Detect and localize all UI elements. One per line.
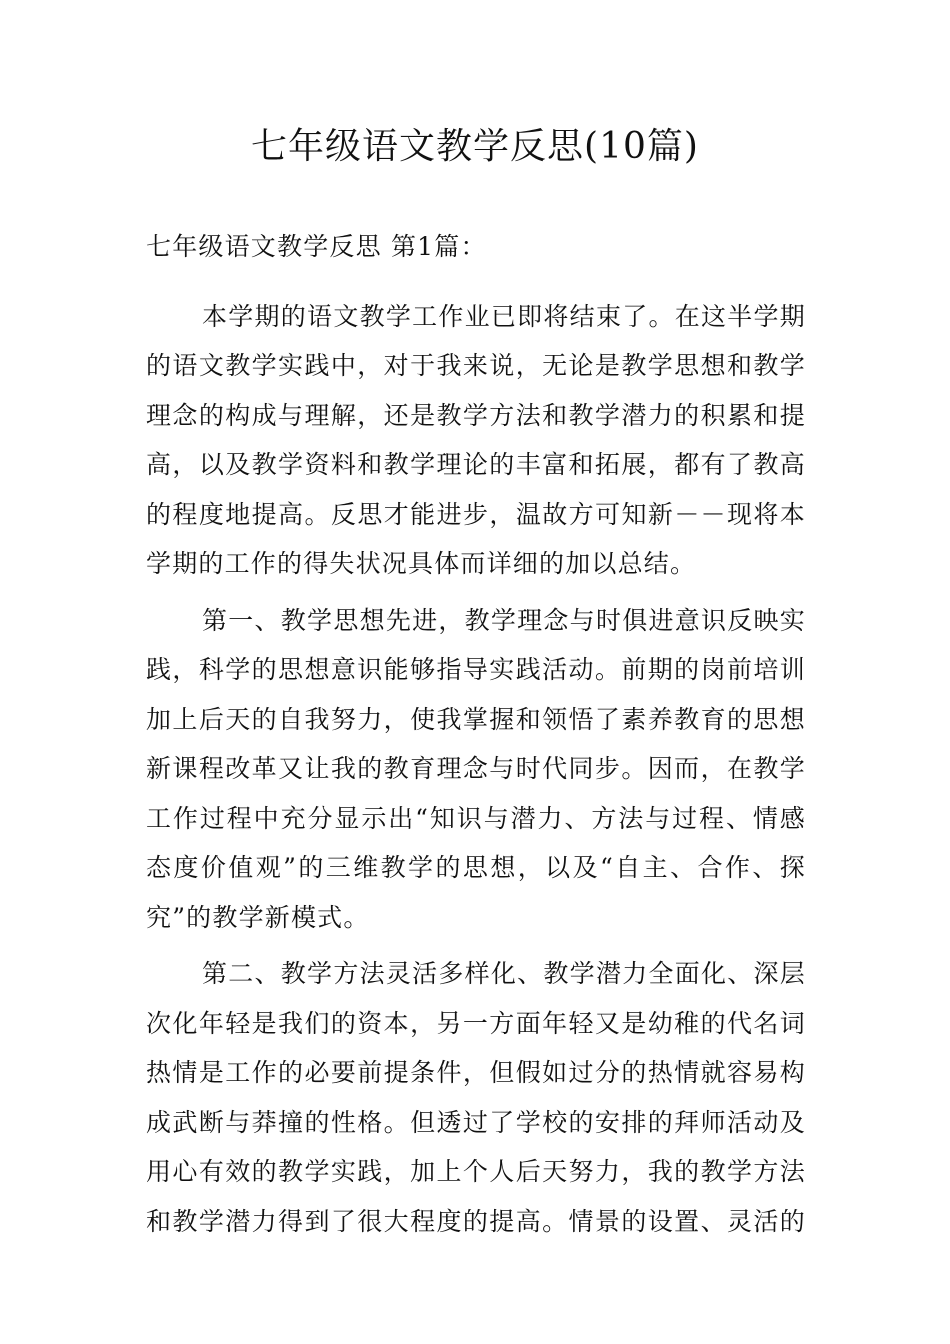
- paragraph-line: 次化年轻是我们的资本，另一方面年轻又是幼稚的代名词: [146, 1008, 806, 1038]
- section-heading: 七年级语文教学反思 第1篇：: [146, 232, 487, 261]
- paragraph-line: 的程度地提高。反思才能进步，温故方可知新－－现将本: [146, 499, 806, 529]
- paragraph-line: 理念的构成与理解，还是教学方法和教学潜力的积累和提: [146, 400, 806, 430]
- paragraph-line: 成武断与莽撞的性格。但透过了学校的安排的拜师活动及: [146, 1107, 806, 1137]
- paragraph-line: 践，科学的思想意识能够指导实践活动。前期的岗前培训: [146, 655, 806, 684]
- paragraph-line: 态度价值观”的三维教学的思想，以及“自主、合作、探: [146, 853, 806, 882]
- document-title: 七年级语文教学反思(10篇): [251, 126, 699, 167]
- paragraph-gap: [146, 589, 806, 596]
- paragraph-line: 工作过程中充分显示出“知识与潜力、方法与过程、情感: [146, 803, 806, 833]
- paragraph-3: [146, 949, 806, 1246]
- paragraph-1: [146, 292, 806, 589]
- paragraph-line: 第一、教学思想先进，教学理念与时俱进意识反映实: [202, 605, 806, 635]
- paragraph-line: 加上后天的自我努力，使我掌握和领悟了素养教育的思想: [146, 704, 806, 734]
- paragraph-line: 用心有效的教学实践，加上个人后天努力，我的教学方法: [146, 1157, 806, 1186]
- document-body: [146, 222, 806, 1246]
- paragraph-line: 新课程改革又让我的教育理念与时代同步。因而，在教学: [146, 754, 806, 783]
- paragraph-line: 本学期的语文教学工作业已即将结束了。在这半学期: [202, 301, 806, 331]
- paragraph-gap: [146, 942, 806, 949]
- paragraph-line: 高，以及教学资料和教学理论的丰富和拓展，都有了教高: [146, 450, 806, 479]
- paragraph-line: 第二、教学方法灵活多样化、教学潜力全面化、深层: [202, 959, 806, 988]
- paragraph-line: 热情是工作的必要前提条件，但假如过分的热情就容易构: [146, 1058, 806, 1087]
- paragraph-line: 究”的教学新模式。: [146, 902, 370, 932]
- paragraph-line: 和教学潜力得到了很大程度的提高。情景的设置、灵活的: [146, 1206, 806, 1236]
- paragraph-line: 的语文教学实践中，对于我来说，无论是教学思想和教学: [146, 351, 806, 380]
- paragraph-line: 学期的工作的得失状况具体而详细的加以总结。: [146, 549, 697, 578]
- paragraph-2: [146, 596, 806, 943]
